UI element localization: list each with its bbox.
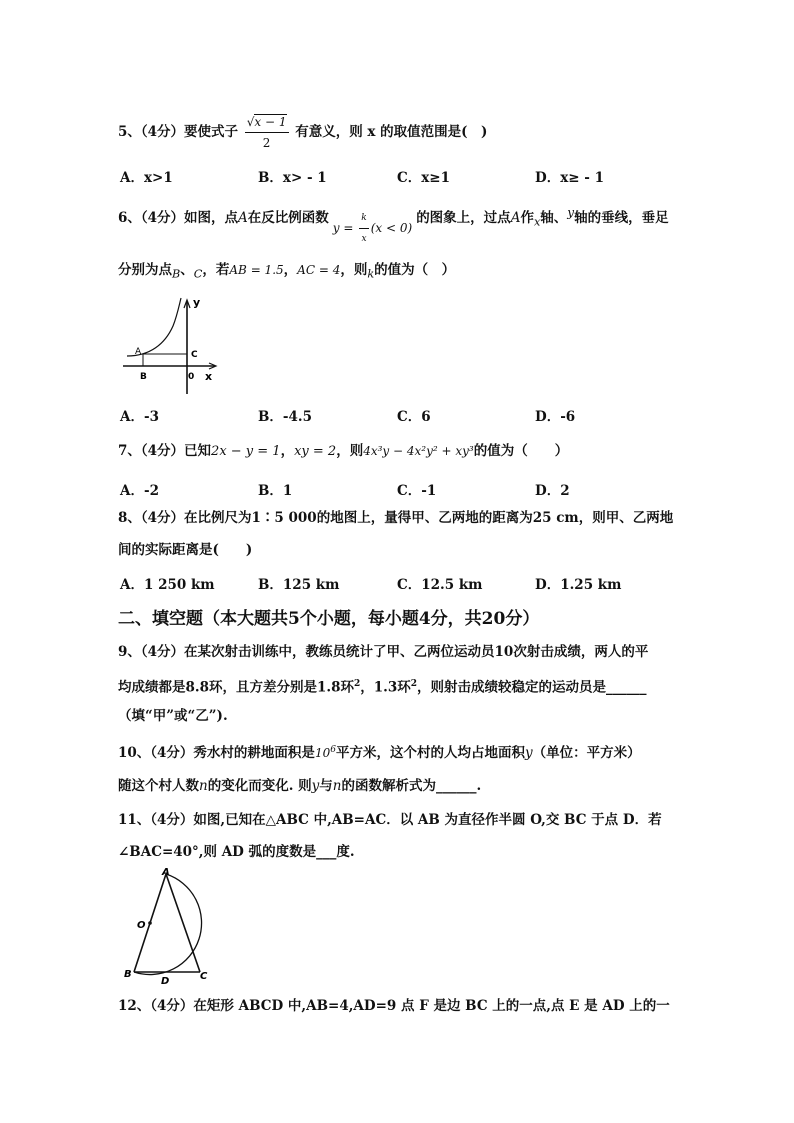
label-b: B bbox=[124, 969, 132, 980]
func-num: k bbox=[359, 208, 368, 229]
q6-eq-ac: AC = 4 bbox=[297, 263, 341, 277]
q7-text: 的值为（ ） bbox=[473, 443, 569, 459]
func-cond: (x < 0) bbox=[370, 221, 413, 235]
q6-text: 分别为点 bbox=[118, 262, 172, 278]
func-lhs: y = bbox=[332, 221, 358, 235]
label-o: O bbox=[137, 920, 146, 931]
q10-stem-line1 bbox=[118, 740, 641, 763]
section-heading: 二、填空题（本大题共5个小题，每小题4分，共20分） bbox=[118, 609, 540, 629]
func-den: x bbox=[361, 234, 367, 244]
var-y: y bbox=[311, 778, 320, 794]
q10-text: 的变化而变化. 则 bbox=[207, 778, 312, 794]
q7-expression: 4x³y − 4x²y² + xy³ bbox=[363, 444, 474, 458]
var-y: y bbox=[567, 205, 575, 220]
label-o: 0 bbox=[188, 372, 195, 382]
q9-stem-line3: （填“甲”或“乙”). bbox=[118, 708, 228, 724]
q6-stem-line1 bbox=[118, 198, 669, 244]
q9-sup: 2 bbox=[353, 679, 361, 689]
q6-text: ，则 bbox=[340, 262, 368, 278]
label-y: y bbox=[193, 296, 201, 309]
var-a: A bbox=[510, 210, 521, 226]
q5-fraction bbox=[245, 112, 289, 153]
q6-text: 轴、 bbox=[540, 210, 568, 226]
q6-text: ， bbox=[283, 262, 298, 278]
q8-stem-line2: 间的实际距离是( ) bbox=[118, 542, 253, 558]
q12-stem-line1: 12、（4分）在矩形 ABCD 中,AB=4,AD=9 点 F 是边 BC 上的一点,点 E 是 AD 上的一 bbox=[118, 998, 670, 1014]
q10-text: 平方米，这个村的人均占地面积 bbox=[335, 745, 525, 761]
pow-exp: 6 bbox=[330, 745, 336, 755]
q7-text: ，则 bbox=[336, 443, 364, 459]
label-b: B bbox=[140, 372, 147, 382]
q7-option-a: A．-2 bbox=[120, 483, 159, 499]
q5-option-a: A．x>1 bbox=[120, 170, 173, 186]
q7-stem bbox=[118, 441, 568, 462]
q9-text: ，1.3环 bbox=[360, 679, 411, 696]
q6-text: 作 bbox=[520, 210, 534, 226]
q7-option-d: D．2 bbox=[535, 483, 570, 499]
q6-stem-line2 bbox=[118, 260, 455, 285]
q9-text: ，则射击成绩较稳定的运动员是______ bbox=[417, 679, 647, 696]
q8-option-a: A．1 250 km bbox=[120, 577, 215, 593]
var-k: k bbox=[367, 267, 375, 281]
q7-eq2: xy = 2 bbox=[294, 444, 337, 459]
var-c: C bbox=[193, 267, 203, 281]
q6-text: ，若 bbox=[202, 262, 230, 278]
q6-function bbox=[332, 213, 413, 244]
var-x: x bbox=[533, 215, 541, 229]
q6-text: 在反比例函数 bbox=[247, 210, 329, 226]
q9-stem-line1: 9、（4分）在某次射击训练中，教练员统计了甲、乙两位运动员10次射击成绩，两人的平 bbox=[118, 644, 649, 660]
q6-eq-ab: AB = 1.5 bbox=[229, 263, 284, 277]
center-point bbox=[148, 921, 152, 925]
q5-radicand: x − 1 bbox=[254, 115, 287, 129]
q11-stem-line2: ∠BAC=40°,则 AD 弧的度数是___度. bbox=[118, 844, 355, 860]
q8-stem-line1: 8、（4分）在比例尺为1∶5 000的地图上，量得甲、乙两地的距离为25 cm，则甲、乙两地 bbox=[118, 510, 674, 526]
label-c: C bbox=[200, 971, 208, 982]
q6-text: 、 bbox=[180, 262, 194, 278]
q6-text: 的图象上，过点 bbox=[416, 210, 511, 226]
q7-text: 7、（4分）已知 bbox=[118, 443, 212, 459]
label-c: C bbox=[191, 350, 198, 360]
q5-option-d: D．x≥ - 1 bbox=[535, 170, 604, 186]
q6-figure bbox=[115, 296, 225, 396]
var-a: A bbox=[238, 210, 248, 226]
q10-text: 10、（4分）秀水村的耕地面积是 bbox=[118, 745, 315, 761]
side-ac bbox=[166, 874, 200, 972]
q6-text: 6、（4分）如图，点 bbox=[118, 210, 239, 226]
q6-text: 轴的垂线，垂足 bbox=[574, 210, 669, 226]
label-a: A bbox=[162, 867, 170, 878]
q11-figure bbox=[118, 866, 218, 986]
q5-option-c: C．x≥1 bbox=[397, 170, 450, 186]
q5-text-post: 有意义，则 x 的取值范围是( ) bbox=[295, 124, 488, 140]
var-b: B bbox=[172, 267, 181, 281]
label-a: A bbox=[135, 347, 142, 357]
q10-text: 的函数解析式为______. bbox=[341, 778, 482, 794]
label-d: D bbox=[161, 976, 170, 986]
pow-base: 10 bbox=[314, 746, 331, 760]
q8-option-d: D．1.25 km bbox=[535, 577, 622, 593]
q5-option-b: B．x> - 1 bbox=[258, 170, 327, 186]
q5-stem bbox=[118, 112, 487, 153]
var-n: n bbox=[199, 778, 208, 794]
q9-sup: 2 bbox=[410, 679, 418, 689]
label-x: x bbox=[205, 370, 213, 383]
q10-text: 与 bbox=[319, 778, 333, 794]
q7-text: ， bbox=[280, 443, 295, 459]
q6-option-c: C．6 bbox=[397, 409, 431, 425]
var-n: n bbox=[332, 778, 342, 794]
q5-text-pre: 5、（4分）要使式子 bbox=[118, 124, 239, 140]
q10-power bbox=[315, 746, 336, 760]
q5-numerator: √x − 1 bbox=[245, 112, 289, 133]
q6-option-b: B．-4.5 bbox=[258, 409, 312, 425]
q10-stem-line2 bbox=[118, 776, 481, 796]
q11-stem-line1: 11、（4分）如图,已知在△ABC 中,AB=AC．以 AB 为直径作半圆 O,交 BC 于点 D．若 bbox=[118, 812, 662, 828]
q7-option-c: C．-1 bbox=[397, 483, 437, 499]
var-y: y bbox=[524, 745, 533, 761]
q9-text: 均成绩都是8.8环，且方差分别是1.8环 bbox=[118, 679, 354, 696]
q6-option-a: A．-3 bbox=[120, 409, 159, 425]
q10-text: （单位：平方米） bbox=[532, 745, 641, 761]
q6-text: 的值为（ ） bbox=[374, 262, 456, 278]
q6-option-d: D．-6 bbox=[535, 409, 576, 425]
q7-option-b: B．1 bbox=[258, 483, 293, 499]
q9-stem-line2 bbox=[118, 674, 647, 698]
q8-option-b: B．125 km bbox=[258, 577, 340, 593]
q10-text: 随这个村人数 bbox=[118, 778, 199, 794]
q7-eq1: 2x − y = 1 bbox=[211, 444, 281, 459]
q5-denominator: 2 bbox=[262, 136, 271, 150]
q8-option-c: C．12.5 km bbox=[397, 577, 483, 593]
